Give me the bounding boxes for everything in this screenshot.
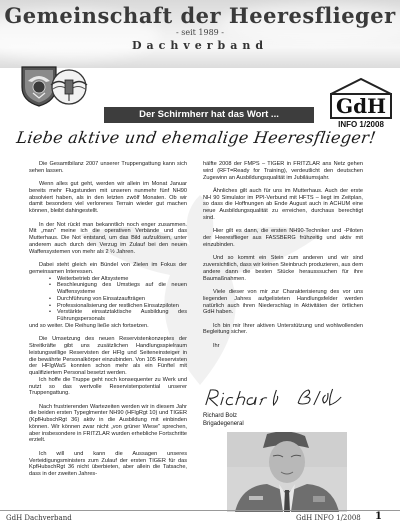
article-paragraph: Und so kommt ein Stein zum anderen und wir sind zuversichtlich, dass wir keinen Steinbruch produzieren, aus dem andere dann die besten Stücke herausssuchen für ihre Baumaßnahmen. xyxy=(203,255,363,282)
footer-divider xyxy=(0,510,400,511)
closing-word: Ihr xyxy=(213,342,220,349)
masthead xyxy=(0,0,400,68)
article-paragraph: Wenn alles gut geht, werden wir allein im Monat Januar bereits mehr Flugstunden mit unseren nunmehr fünf NH90 absolviert haben, als in den letzten zwölf Monaten. Ob wir damit besonders viel verlorenes Terrain wieder gut machen können, bleibt dahingestellt. xyxy=(29,181,187,215)
article-paragraph: In der Not rückt man bekanntlich noch enger zusammen. Mit „man" meine ich die operativen Verbände und das Mutterhaus. Die Not entstand, um das Bild aufzulösen, unter anderem auch durch den Verzug im Zulauf bei den neuen Waffensystemen von mehr als 2 ½ Jahren. xyxy=(29,221,187,255)
article-paragraph: Hier gilt es dann, die ersten NH90-Techniker und -Piloten der Heeresflieger aus FASSBERG frühzeitig und aktiv mit einzubinden. xyxy=(203,228,363,248)
list-item: • Beschleunigung des Umstiegs auf die neuen Waffensysteme xyxy=(51,282,187,296)
signatory xyxy=(203,413,244,428)
article-paragraph: Nach frustrierenden Wartezeiten werden wir in diesem Jahr die beiden ersten Typeglmenter NH90 (HFlgRgt 10) und TIGER (KpfHubschRgt 36) aktiv in die Ausbildung mit einbinden können. Wir können zwar nicht „von grüner Wiese" sprechen, aber insbesondere in FRITZLAR wurden erhebliche Fortschritte erzielt. xyxy=(29,403,187,444)
handwritten-signature xyxy=(201,387,355,409)
wings-badge-icon xyxy=(45,68,93,106)
masthead-since: - seit 1989 - xyxy=(175,28,224,37)
masthead-title: Gemeinschaft der Heeresflieger xyxy=(4,3,396,28)
footer-issue: GdH INFO 1/2008 xyxy=(296,514,361,522)
article-paragraph: Dabei steht gleich ein Bündel von Zielen im Fokus der gemeinsamen Interessen. xyxy=(29,262,187,275)
signatory-rank: Brigadegeneral xyxy=(203,420,244,427)
article-paragraph: Ich will und kann die Aussagen unseres Verteidigungsministers zum Zulauf der ersten TIGER für das KpfHubschRgt 36 nicht überbieten, aber allein die Tatsache, dass in der zweiten Jahres- xyxy=(29,450,187,478)
list-item: • Verstärkte einsatztaktische Ausbildung des Führungspersonals xyxy=(51,309,187,323)
portrait-photo xyxy=(227,432,347,512)
list-item: • Professionalisierung der restlichen Einsatzpiloten xyxy=(51,303,187,310)
list-item: • Weiterbetrieb der Altsysteme xyxy=(51,276,187,283)
list-item: • Durchführung von Einsatzaufträgen xyxy=(51,296,187,303)
article-paragraph: Die Umsetzung des neuen Reservistenkonzeptes der Streitkräfte gibt uns zusätzlichen Handlungsspielraum leistungswillige Reservisten der HFlg und Seiteneinsteiger in die bewährte Personalkörper einzubinden. Von 105 Reservisten der HFlgWaS konnten schon mehr als ein Fünftel mit qualifiziertem Personal besetzt werden. xyxy=(29,336,187,376)
footer-publisher: GdH Dachverband xyxy=(6,514,72,522)
handwritten-salutation: Liebe aktive und ehemalige Heeresflieger! xyxy=(15,128,378,147)
issue-number: INFO 1/2008 xyxy=(338,120,384,129)
masthead-subtitle: Dachverband xyxy=(131,39,269,52)
article-left-column xyxy=(29,161,187,485)
article-paragraph: Ähnliches gilt auch für uns im Mutterhaus. Auch der erste NH 90 Simulator im PPI-Verbund mit HFTS – liegt im Zeitplan, so dass die Hoffnungen ab Ende August auch in ACHUM eine neue Ausbildungsqualität zu erreichen, durchaus berechtigt sind. xyxy=(203,187,363,221)
article-paragraph: Viele dieser von mir zur Charakterisierung des vor uns liegenden Jahres aufgelisteten Handlungsfelder werden natürlich auch ihren Niederschlag in Aktivitäten der örtlichen GdH haben. xyxy=(203,289,363,316)
page-number: 1 xyxy=(375,511,382,522)
article-paragraph: Ich hoffe die Truppe geht noch konsequenter zu Werk und nutzt so das wertvolle Reservistenpotential unserer Truppengattung. xyxy=(29,376,187,397)
signatory-name: Richard Bolz xyxy=(203,413,238,419)
gdh-logo xyxy=(327,77,395,129)
article-right-column xyxy=(203,161,363,356)
gdh-logo-text: GdH xyxy=(330,93,392,119)
article-paragraph: Die Gesamtbilanz 2007 unserer Truppengattung kann sich sehen lassen. xyxy=(29,161,187,174)
article-paragraph: Ich bin mir Ihrer aktiven Unterstützung und wohlwollenden Begleitung sicher. xyxy=(203,322,363,336)
article-paragraph: hälfte 2008 der FMPS – TIGER in FRITZLAR ans Netz gehen wird (RFT=Ready for Training), verdeutlicht den deutschen Zugewinn an Ausbildungsqualität im Jubiläumsjahr. xyxy=(203,161,363,181)
goal-list xyxy=(51,276,187,323)
section-banner: Der Schirmherr hat das Wort ... xyxy=(104,107,314,123)
article-paragraph: und so weiter. Die Reihung ließe sich fortsetzen. xyxy=(29,322,149,329)
